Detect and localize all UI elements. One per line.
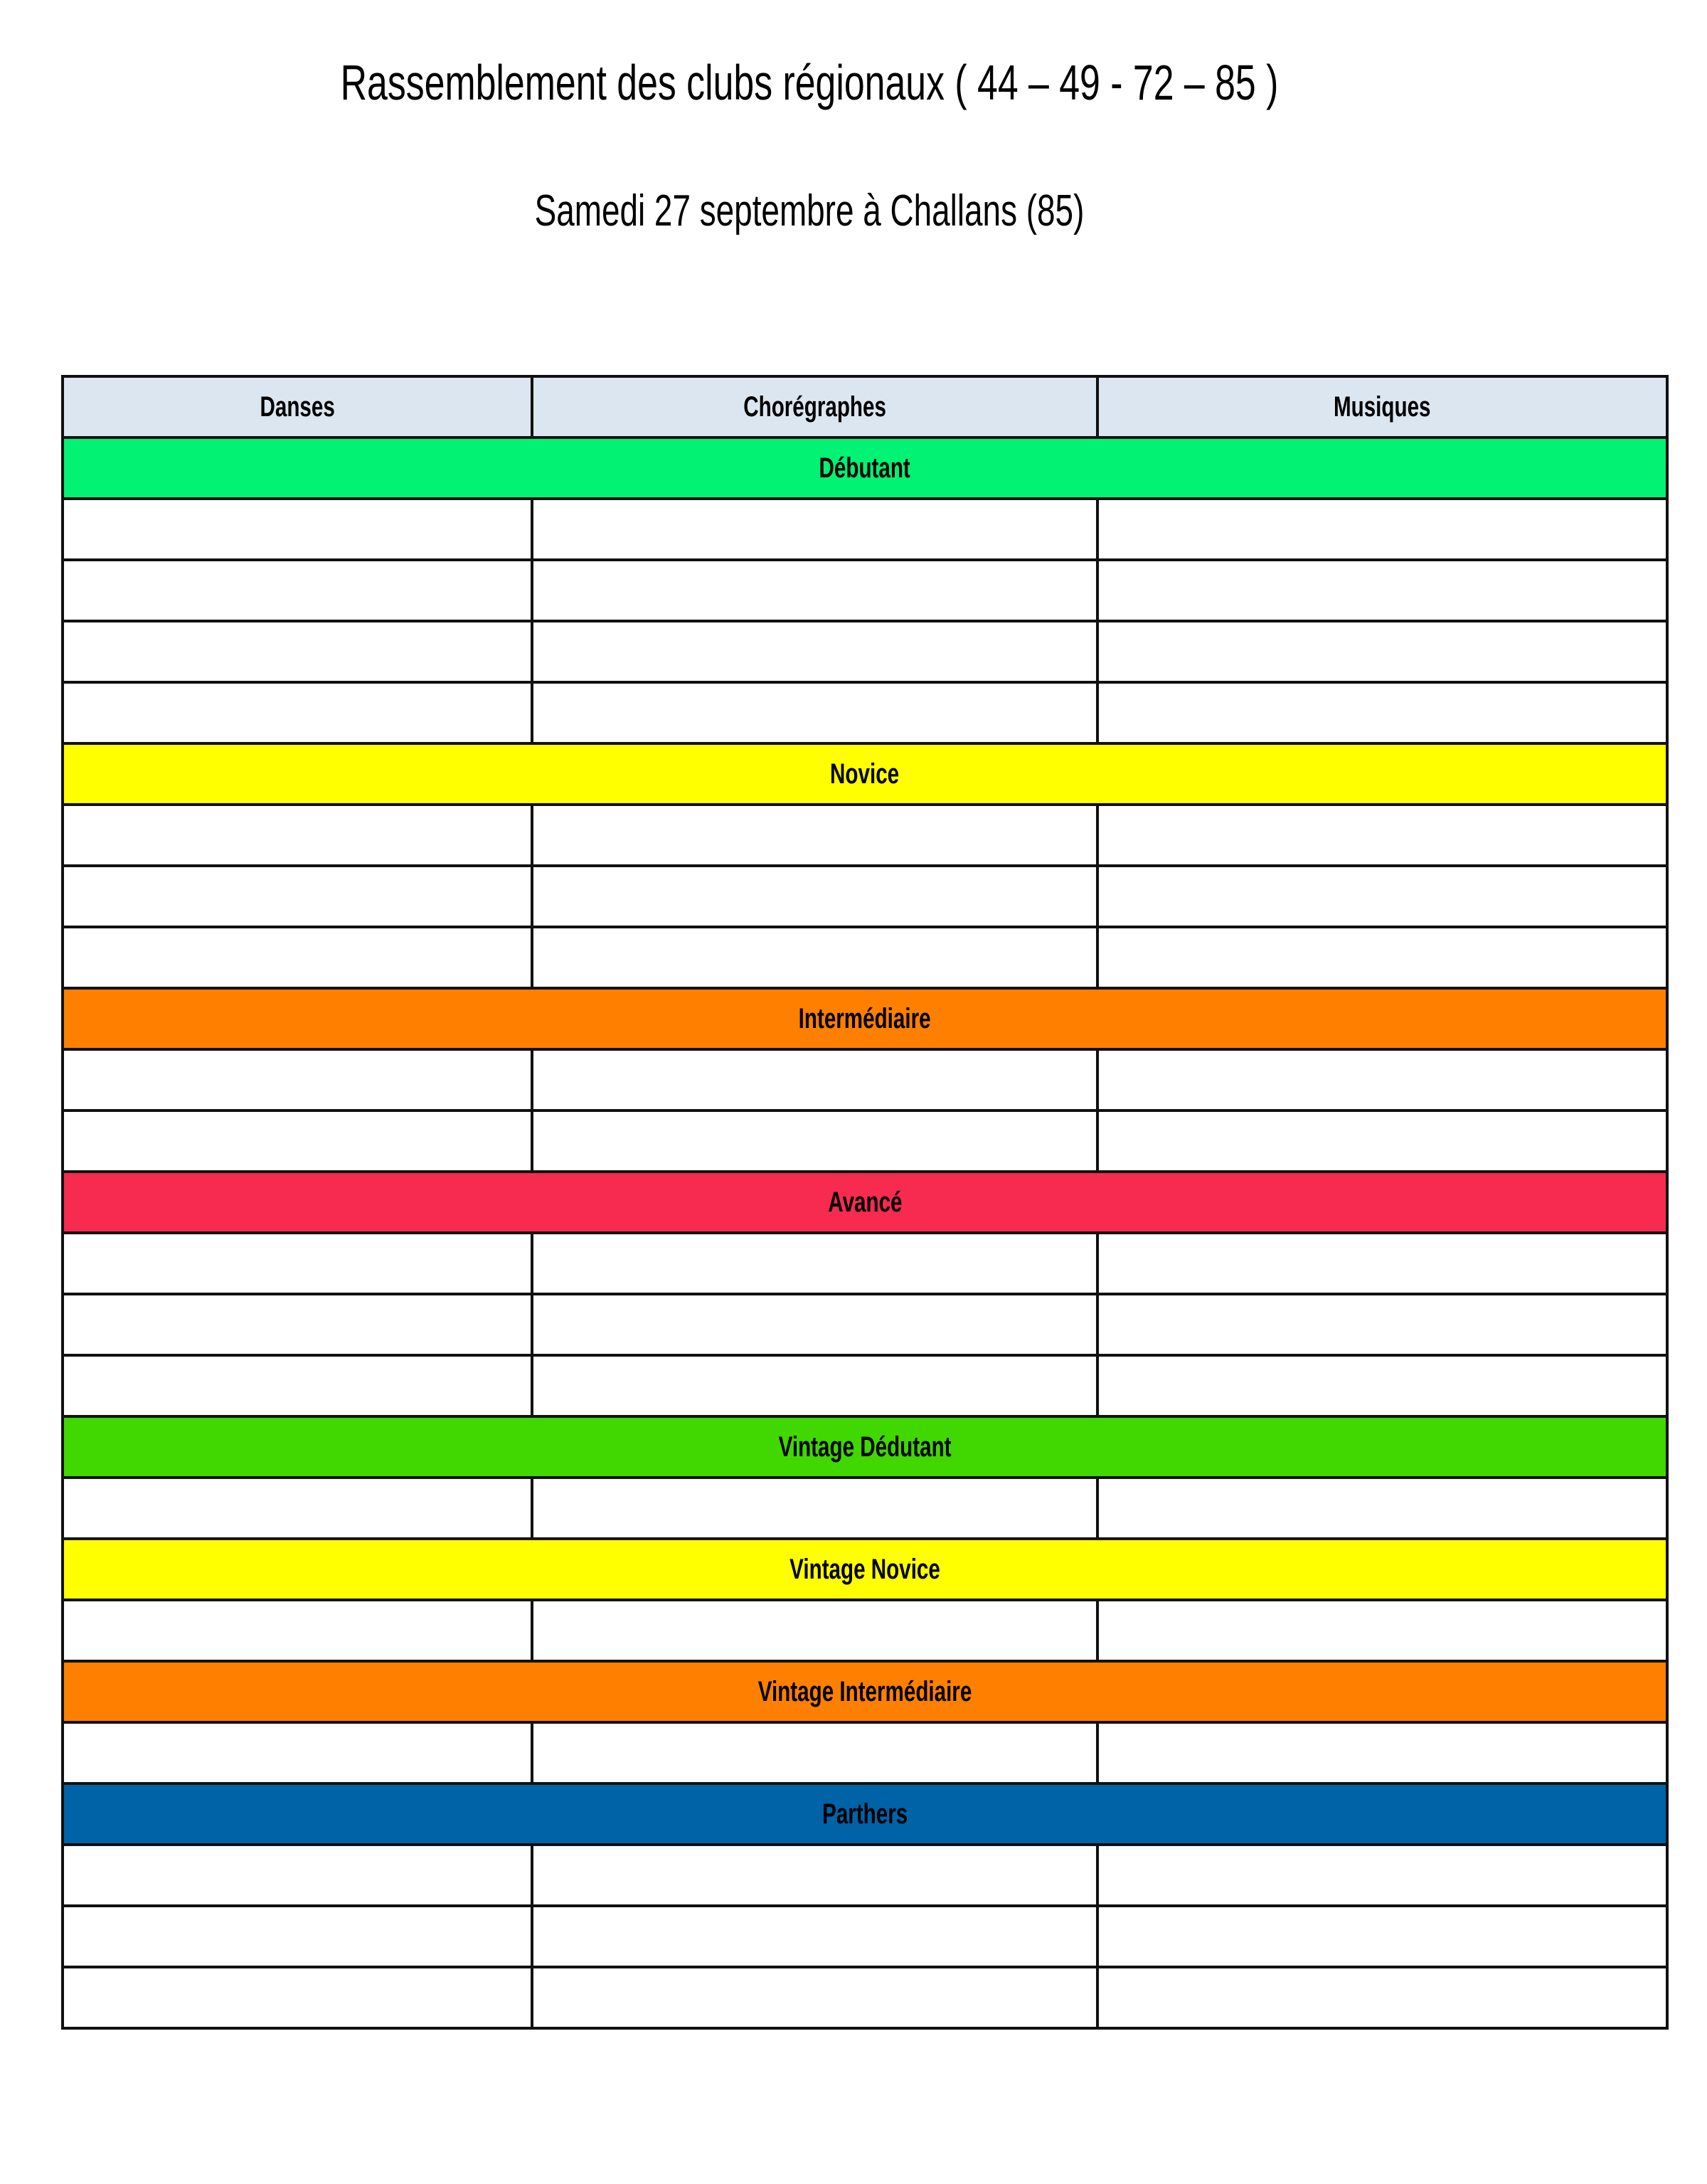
musique-cell[interactable] xyxy=(1097,621,1667,682)
section-label: Vintage Novice xyxy=(789,1553,940,1585)
section-label: Vintage Dédutant xyxy=(778,1431,952,1463)
table-row xyxy=(63,1049,1667,1110)
table-row xyxy=(63,621,1667,682)
column-header-musiques xyxy=(1097,376,1667,438)
choregraphe-cell[interactable] xyxy=(532,1233,1097,1294)
danse-cell[interactable] xyxy=(63,1478,532,1539)
section-header xyxy=(63,743,1667,805)
choregraphe-cell[interactable] xyxy=(532,1722,1097,1783)
table-body xyxy=(63,438,1667,2028)
dance-table xyxy=(61,375,1669,2030)
choregraphe-cell[interactable] xyxy=(532,1355,1097,1416)
section-label: Débutant xyxy=(819,452,911,484)
danse-cell[interactable] xyxy=(63,621,532,682)
choregraphe-cell[interactable] xyxy=(532,866,1097,927)
danse-cell[interactable] xyxy=(63,1294,532,1355)
table-row xyxy=(63,1967,1667,2028)
table-row xyxy=(63,927,1667,988)
danse-cell[interactable] xyxy=(63,1110,532,1172)
table-row xyxy=(63,1600,1667,1661)
choregraphe-cell[interactable] xyxy=(532,1294,1097,1355)
table-row xyxy=(63,866,1667,927)
section-label: Intermédiaire xyxy=(799,1002,931,1034)
musique-cell[interactable] xyxy=(1097,1722,1667,1783)
musique-cell[interactable] xyxy=(1097,1110,1667,1172)
column-header-danses xyxy=(63,376,532,438)
danse-cell[interactable] xyxy=(63,805,532,866)
table-row xyxy=(63,682,1667,743)
choregraphe-cell[interactable] xyxy=(532,927,1097,988)
choregraphe-cell[interactable] xyxy=(532,1049,1097,1110)
danse-cell[interactable] xyxy=(63,1600,532,1661)
musique-cell[interactable] xyxy=(1097,1294,1667,1355)
choregraphe-cell[interactable] xyxy=(532,682,1097,743)
musique-cell[interactable] xyxy=(1097,560,1667,621)
column-header-label: Danses xyxy=(260,391,335,423)
table-row xyxy=(63,1478,1667,1539)
section-header xyxy=(63,1416,1667,1478)
section-row xyxy=(63,988,1667,1049)
table-header-row xyxy=(63,376,1667,438)
danse-cell[interactable] xyxy=(63,927,532,988)
danse-cell[interactable] xyxy=(63,866,532,927)
choregraphe-cell[interactable] xyxy=(532,1906,1097,1967)
column-header-choregraphes xyxy=(532,376,1097,438)
section-label: Vintage Intermédiaire xyxy=(757,1675,972,1707)
musique-cell[interactable] xyxy=(1097,805,1667,866)
section-row xyxy=(63,743,1667,805)
section-header xyxy=(63,1539,1667,1600)
musique-cell[interactable] xyxy=(1097,499,1667,560)
section-label: Parthers xyxy=(821,1798,908,1830)
table-row xyxy=(63,1722,1667,1783)
table-row xyxy=(63,805,1667,866)
page-title: Rassemblement des clubs régionaux ( 44 – 49 - 72 – 85 ) xyxy=(340,55,1279,110)
choregraphe-cell[interactable] xyxy=(532,560,1097,621)
danse-cell[interactable] xyxy=(63,1906,532,1967)
table-row xyxy=(63,1233,1667,1294)
choregraphe-cell[interactable] xyxy=(532,1478,1097,1539)
musique-cell[interactable] xyxy=(1097,1478,1667,1539)
danse-cell[interactable] xyxy=(63,682,532,743)
danse-cell[interactable] xyxy=(63,1967,532,2028)
table-row xyxy=(63,560,1667,621)
musique-cell[interactable] xyxy=(1097,1355,1667,1416)
musique-cell[interactable] xyxy=(1097,866,1667,927)
choregraphe-cell[interactable] xyxy=(532,1600,1097,1661)
table-row xyxy=(63,1355,1667,1416)
choregraphe-cell[interactable] xyxy=(532,1967,1097,2028)
table-row xyxy=(63,499,1667,560)
danse-cell[interactable] xyxy=(63,1233,532,1294)
section-row xyxy=(63,438,1667,499)
danse-cell[interactable] xyxy=(63,1845,532,1906)
musique-cell[interactable] xyxy=(1097,1906,1667,1967)
table-row xyxy=(63,1110,1667,1172)
section-header xyxy=(63,1783,1667,1845)
musique-cell[interactable] xyxy=(1097,682,1667,743)
danse-cell[interactable] xyxy=(63,1355,532,1416)
musique-cell[interactable] xyxy=(1097,927,1667,988)
musique-cell[interactable] xyxy=(1097,1233,1667,1294)
danse-cell[interactable] xyxy=(63,560,532,621)
choregraphe-cell[interactable] xyxy=(532,1110,1097,1172)
choregraphe-cell[interactable] xyxy=(532,499,1097,560)
section-header xyxy=(63,988,1667,1049)
choregraphe-cell[interactable] xyxy=(532,621,1097,682)
section-header xyxy=(63,438,1667,499)
section-header xyxy=(63,1661,1667,1722)
column-header-label: Musiques xyxy=(1334,391,1431,423)
column-header-label: Chorégraphes xyxy=(743,391,886,423)
danse-cell[interactable] xyxy=(63,1049,532,1110)
section-row xyxy=(63,1416,1667,1478)
section-row xyxy=(63,1172,1667,1233)
choregraphe-cell[interactable] xyxy=(532,805,1097,866)
section-header xyxy=(63,1172,1667,1233)
musique-cell[interactable] xyxy=(1097,1967,1667,2028)
section-label: Novice xyxy=(830,758,900,790)
musique-cell[interactable] xyxy=(1097,1600,1667,1661)
event-subtitle: Samedi 27 septembre à Challans (85) xyxy=(534,186,1085,235)
choregraphe-cell[interactable] xyxy=(532,1845,1097,1906)
table-row xyxy=(63,1294,1667,1355)
danse-cell[interactable] xyxy=(63,499,532,560)
danse-cell[interactable] xyxy=(63,1722,532,1783)
section-row xyxy=(63,1661,1667,1722)
table-row xyxy=(63,1845,1667,1906)
section-label: Avancé xyxy=(827,1186,903,1218)
musique-cell[interactable] xyxy=(1097,1845,1667,1906)
section-row xyxy=(63,1783,1667,1845)
musique-cell[interactable] xyxy=(1097,1049,1667,1110)
table-row xyxy=(63,1906,1667,1967)
section-row xyxy=(63,1539,1667,1600)
